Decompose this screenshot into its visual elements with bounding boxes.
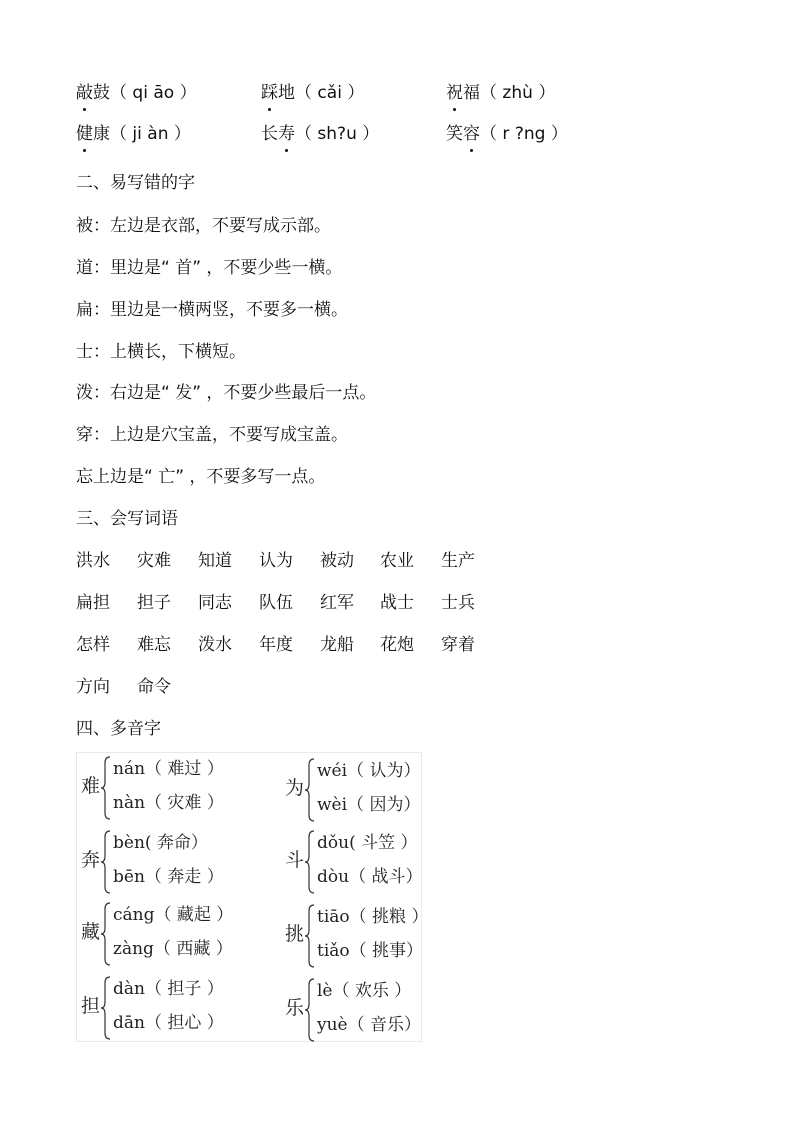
rule-line: 道：里边是“ 首” ，不要少些一横。 xyxy=(76,258,343,278)
pinyin-item: 祝福（ zhù ） xyxy=(446,78,555,108)
pinyin-item: 长寿（ sh?u ） xyxy=(261,119,379,149)
word: 生产 xyxy=(441,551,475,571)
word: 灾难 xyxy=(137,551,171,571)
pinyin-word-char: 祝 xyxy=(446,78,463,108)
brace-icon xyxy=(101,975,111,1041)
word: 方向 xyxy=(76,677,110,697)
polyphone-group xyxy=(81,755,241,821)
reading-1: bèn( 奔命） xyxy=(113,833,208,853)
word-row xyxy=(76,548,536,574)
word: 同志 xyxy=(198,593,232,613)
reading-1: tiāo（ 挑粮 ） xyxy=(317,907,429,927)
reading-2: bēn（ 奔走 ） xyxy=(113,867,224,887)
brace-icon xyxy=(305,903,315,969)
polyphone-table xyxy=(76,752,429,1042)
brace-icon xyxy=(305,829,315,895)
reading-1: nán（ 难过 ） xyxy=(113,759,224,779)
pinyin-word-char: 康 xyxy=(93,124,110,144)
word-row xyxy=(76,674,536,700)
polyphone-group xyxy=(81,975,241,1041)
reading-1: lè（ 欢乐 ） xyxy=(317,981,412,1001)
polyphone-group xyxy=(285,829,421,895)
word: 龙船 xyxy=(320,635,354,655)
reading-1: dǒu( 斗笠 ） xyxy=(317,833,418,853)
section-heading-4: 四、多音字 xyxy=(76,719,161,739)
word: 年度 xyxy=(259,635,293,655)
word: 难忘 xyxy=(137,635,171,655)
word-row xyxy=(76,632,536,658)
word: 穿着 xyxy=(441,635,475,655)
polyphone-group xyxy=(81,829,241,895)
word-row xyxy=(76,590,536,616)
pinyin-word-char: 踩 xyxy=(261,78,278,108)
polyphone-char: 难 xyxy=(81,775,101,797)
word: 农业 xyxy=(380,551,414,571)
polyphone-char: 乐 xyxy=(285,997,305,1019)
word: 花炮 xyxy=(380,635,414,655)
polyphone-char: 为 xyxy=(285,777,305,799)
polyphone-group xyxy=(285,977,421,1043)
reading-2: dān（ 担心 ） xyxy=(113,1013,224,1033)
word: 被动 xyxy=(320,551,354,571)
pinyin-item: 笑容（ r ?ng ） xyxy=(446,119,568,149)
polyphone-group xyxy=(285,757,421,823)
rule-line: 穿：上边是穴宝盖，不要写成宝盖。 xyxy=(76,425,348,445)
word: 战士 xyxy=(380,593,414,613)
reading-2: dòu（ 战斗） xyxy=(317,867,423,887)
reading-2: wèi（ 因为） xyxy=(317,795,421,815)
pinyin-word-char: 长 xyxy=(261,124,278,144)
brace-icon xyxy=(305,757,315,823)
word: 士兵 xyxy=(441,593,475,613)
pinyin-item: 踩地（ cǎi ） xyxy=(261,78,364,108)
word: 泼水 xyxy=(198,635,232,655)
pinyin-word-char: 敲 xyxy=(76,78,93,108)
reading-2: nàn（ 灾难 ） xyxy=(113,793,224,813)
reading-2: zàng（ 西藏 ） xyxy=(113,939,233,959)
word: 命令 xyxy=(137,677,171,697)
reading-2: yuè（ 音乐） xyxy=(317,1015,422,1035)
section-heading-3: 三、会写词语 xyxy=(76,509,178,529)
word: 红军 xyxy=(320,593,354,613)
polyphone-char: 担 xyxy=(81,995,101,1017)
reading-1: dàn（ 担子 ） xyxy=(113,979,224,999)
pinyin-word-char: 健 xyxy=(76,119,93,149)
pinyin-row-2 xyxy=(76,119,726,149)
word: 队伍 xyxy=(259,593,293,613)
polyphone-char: 藏 xyxy=(81,921,101,943)
pinyin-row-1 xyxy=(76,78,726,108)
pinyin-item: 健康（ ji àn ） xyxy=(76,119,191,149)
polyphone-group xyxy=(285,903,429,969)
pinyin-word-char: 地 xyxy=(278,83,295,103)
pinyin-word-char: 寿 xyxy=(278,119,295,149)
word: 扁担 xyxy=(76,593,110,613)
word: 认为 xyxy=(259,551,293,571)
reading-1: cáng（ 藏起 ） xyxy=(113,905,234,925)
brace-icon xyxy=(101,901,111,967)
word: 洪水 xyxy=(76,551,110,571)
reading-1: wéi（ 认为） xyxy=(317,761,421,781)
rule-line: 忘上边是“ 亡” ，不要多写一点。 xyxy=(76,467,326,487)
word: 知道 xyxy=(198,551,232,571)
polyphone-char: 奔 xyxy=(81,849,101,871)
polyphone-char: 挑 xyxy=(285,923,305,945)
rule-line: 泼：右边是“ 发” ，不要少些最后一点。 xyxy=(76,383,377,403)
polyphone-char: 斗 xyxy=(285,849,305,871)
section-heading-2: 二、易写错的字 xyxy=(76,173,195,193)
rule-line: 士：上横长，下横短。 xyxy=(76,342,246,362)
word: 怎样 xyxy=(76,635,110,655)
reading-2: tiǎo（ 挑事） xyxy=(317,941,424,961)
polyphone-group xyxy=(81,901,241,967)
rule-line: 被：左边是衣部，不要写成示部。 xyxy=(76,216,331,236)
brace-icon xyxy=(305,977,315,1043)
pinyin-word-char: 容 xyxy=(463,119,480,149)
pinyin-word-char: 笑 xyxy=(446,124,463,144)
pinyin-item: 敲鼓（ qi āo ） xyxy=(76,78,197,108)
rule-line: 扁：里边是一横两竖，不要多一横。 xyxy=(76,300,348,320)
pinyin-word-char: 福 xyxy=(463,83,480,103)
pinyin-word-char: 鼓 xyxy=(93,83,110,103)
brace-icon xyxy=(101,755,111,821)
brace-icon xyxy=(101,829,111,895)
word: 担子 xyxy=(137,593,171,613)
